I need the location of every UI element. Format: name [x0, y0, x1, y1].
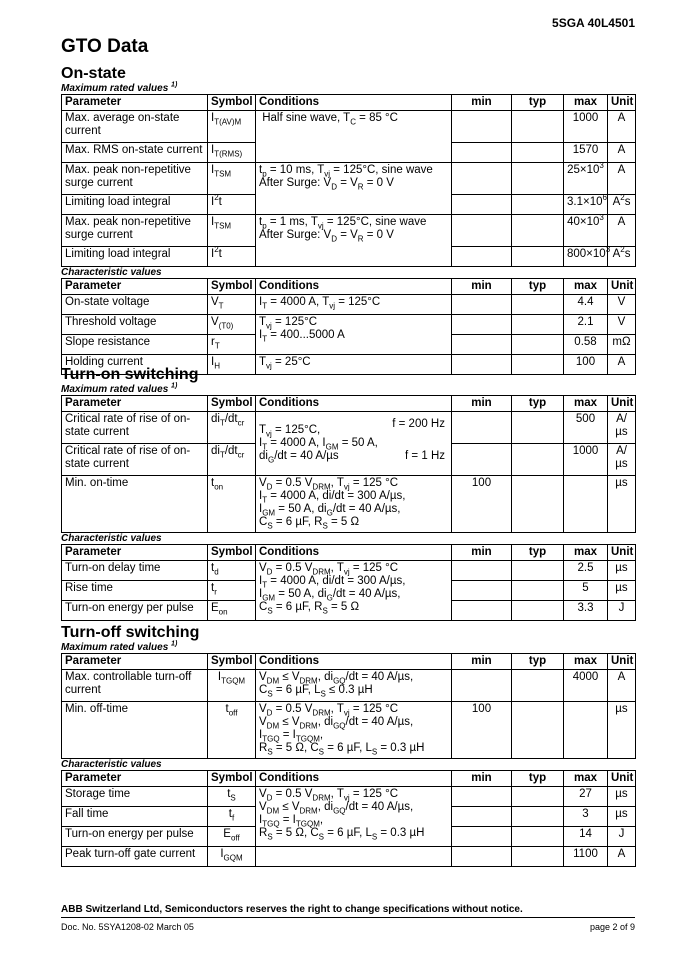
- table-row: Peak turn-off gate current $I_{GQM}$ 1100 A: [62, 847, 636, 867]
- turn-on-char-table: [61, 544, 636, 621]
- table-row: Max. RMS on-state current $I_{T(RMS)}$ 1570 A: [62, 143, 636, 163]
- table-row: Min. off-time $t_{off}$ $V_D = 0.5$ $V_{DRM}$, $T_{vj} = 125$ °C $V_{DM} \le V_{DRM}$, $di_{GQ}/dt = 40$ A/µs, $I_{TGQ} = I_{TGQM}$, $R_S = 5$ Ω, $C_S = 6$ µF, $L_S = 0.3$ µH 100 µs: [62, 702, 636, 759]
- caption-characteristic: Characteristic values: [61, 759, 162, 770]
- table-row: Critical rate of rise of on-state current $di_T/dt_{cr}$ $T_{vj} = 125^\circ C$, $I_T = 4000$ A, $I_{GM} = 50$ A, $di_G/dt = 40$ A/µs f = 200 Hz f = 1 Hz 500 A/µs: [62, 412, 636, 444]
- footer-divider: [61, 917, 635, 918]
- table-header-row: Parameter Symbol Conditions min typ max Unit: [62, 771, 636, 787]
- table-row: On-state voltage $V_T$ $I_T = 4000$ A, $T_{vj} = 125^\circ C$ 4.4 V: [62, 295, 636, 315]
- on-state-rated-table: [61, 94, 636, 267]
- section-title: Turn-off switching: [61, 624, 200, 641]
- table-row: Threshold voltage $V_{(T0)}$ $T_{vj} = 125^\circ C$ $I_T = 400...5000$ A 2.1 V: [62, 315, 636, 335]
- table-row: Max. peak non-repetitive surge current $I_{TSM}$ $t_p = 10$ ms, $T_{vj} = 125^\circ C$, sine wave After Surge: $V_D = V_R = 0$ V $25\times 10^3$ A: [62, 163, 636, 195]
- table-header-row: Parameter Symbol Conditions min typ max Unit: [62, 396, 636, 412]
- caption-max-rated: Maximum rated values $^{1)}$: [61, 640, 178, 653]
- caption-characteristic: Characteristic values: [61, 267, 162, 278]
- table-row: Rise time $t_r$ 5 µs: [62, 581, 636, 601]
- turn-on-rated-table: [61, 395, 636, 533]
- section-title: On-state: [61, 65, 126, 82]
- table-row: Fall time $t_f$ 3 µs: [62, 807, 636, 827]
- table-row: Max. peak non-repetitive surge current $I_{TSM}$ $t_p = 1$ ms, $T_{vj} = 125^\circ C$, sine wave After Surge: $V_D = V_R = 0$ V $40\times 10^3$ A: [62, 215, 636, 247]
- footer-doc-number: Doc. No. 5SYA1208-02 March 05: [61, 922, 194, 932]
- turn-off-char-table: [61, 770, 636, 867]
- table-row: Storage time $t_S$ $V_D = 0.5$ $V_{DRM}$, $T_{vj} = 125$ °C $V_{DM} \le V_{DRM}$, $di_{GQ}/dt = 40$ A/µs, $I_{TGQ} = I_{TGQM}$, $R_S = 5$ Ω, $C_S = 6$ µF, $L_S = 0.3$ µH 27 µs: [62, 787, 636, 807]
- table-row: Turn-on energy per pulse $E_{off}$ 14 J: [62, 827, 636, 847]
- caption-characteristic: Characteristic values: [61, 533, 162, 544]
- table-row: Critical rate of rise of on-state current $di_T/dt_{cr}$ 1000 A/µs: [62, 444, 636, 476]
- footer-disclaimer: ABB Switzerland Ltd, Semiconductors reserves the right to change specifications without notice.: [61, 904, 523, 915]
- section-on-state: [61, 65, 636, 375]
- turn-off-rated-table: [61, 653, 636, 759]
- table-row: Slope resistance $r_T$ 0.58 mΩ: [62, 335, 636, 355]
- table-row: Max. controllable turn-off current $I_{TGQM}$ $V_{DM} \le V_{DRM}$, $di_{GQ}/dt = 40$ A/µs, $C_S = 6$ µF, $L_S \le 0.3$ µH 4000 A: [62, 670, 636, 702]
- table-row: Limiting load integral $I^2t$ $800\times 10^3$ $A^2s$: [62, 247, 636, 267]
- table-header-row: Parameter Symbol Conditions min typ max Unit: [62, 279, 636, 295]
- table-row: Holding current $I_H$ $T_{vj} = 25^\circ C$ 100 A: [62, 355, 636, 375]
- table-row: Limiting load integral $I^2t$ $3.1\times 10^6$ $A^2s$: [62, 195, 636, 215]
- table-row: Turn-on delay time $t_d$ $V_D = 0.5$ $V_{DRM}$, $T_{vj} = 125$ °C $I_T = 4000$ A, di/dt = 300 A/µs, $I_{GM} = 50$ A, $di_G/dt = 40$ A/µs, $C_S = 6$ µF, $R_S = 5$ Ω 2.5 µs: [62, 561, 636, 581]
- section-turn-on: [61, 366, 636, 621]
- table-header-row: Parameter Symbol Conditions min typ max Unit: [62, 95, 636, 111]
- table-row: Max. average on-state current $I_{T(AV)M}$ Half sine wave, $T_C = 85$ °C 1000 A: [62, 111, 636, 143]
- doc-code: 5SGA 40L4501: [552, 16, 635, 30]
- table-row: Min. on-time $t_{on}$ $V_D = 0.5$ $V_{DRM}$, $T_{vj} = 125$ °C $I_T = 4000$ A, di/dt = 300 A/µs, $I_{GM} = 50$ A, $di_G/dt = 40$ A/µs, $C_S = 6$ µF, $R_S = 5$ Ω 100 µs: [62, 476, 636, 533]
- table-header-row: Parameter Symbol Conditions min typ max Unit: [62, 545, 636, 561]
- on-state-char-table: [61, 278, 636, 375]
- page-title: GTO Data: [61, 36, 149, 57]
- section-turn-off: [61, 624, 636, 867]
- table-row: Turn-on energy per pulse $E_{on}$ 3.3 J: [62, 601, 636, 621]
- caption-max-rated: Maximum rated values $^{1)}$: [61, 81, 178, 94]
- caption-max-rated: Maximum rated values $^{1)}$: [61, 382, 178, 395]
- footer-page-number: page 2 of 9: [589, 922, 635, 932]
- table-header-row: Parameter Symbol Conditions min typ max Unit: [62, 654, 636, 670]
- section-title: Turn-on switching: [61, 366, 199, 383]
